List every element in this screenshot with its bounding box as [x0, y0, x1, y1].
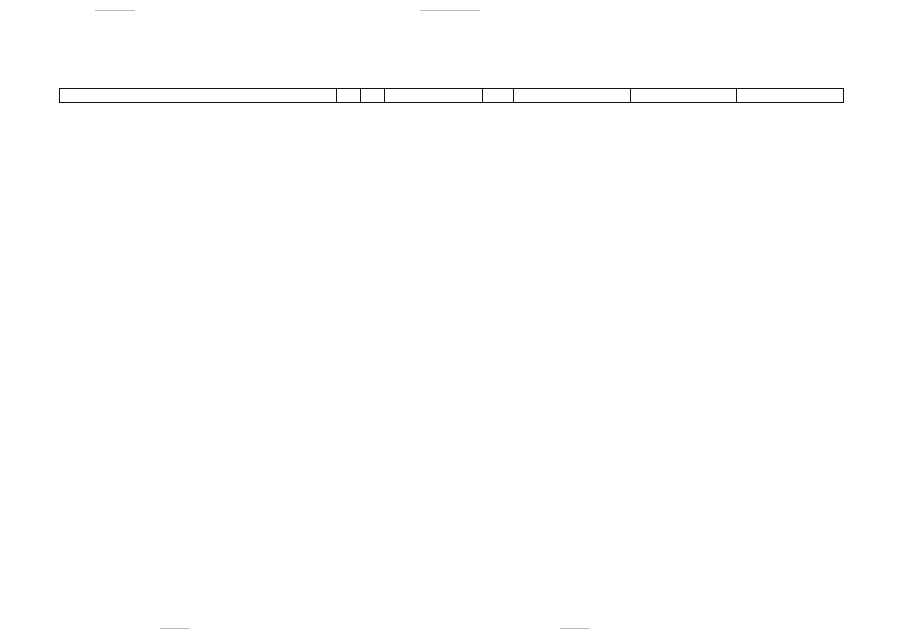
header-col-7: [631, 89, 738, 102]
header-col-4: [385, 89, 483, 102]
header-col-5: [483, 89, 514, 102]
header-col-1: [60, 89, 337, 102]
scan-artifact: [420, 10, 480, 11]
table-header: [59, 88, 844, 103]
scan-artifact: [95, 10, 135, 11]
scan-artifact: [160, 628, 190, 629]
header-col-3: [361, 89, 385, 102]
scan-artifact: [560, 628, 590, 629]
header-col-2: [337, 89, 361, 102]
header-col-6: [514, 89, 631, 102]
header-col-8: [737, 89, 843, 102]
